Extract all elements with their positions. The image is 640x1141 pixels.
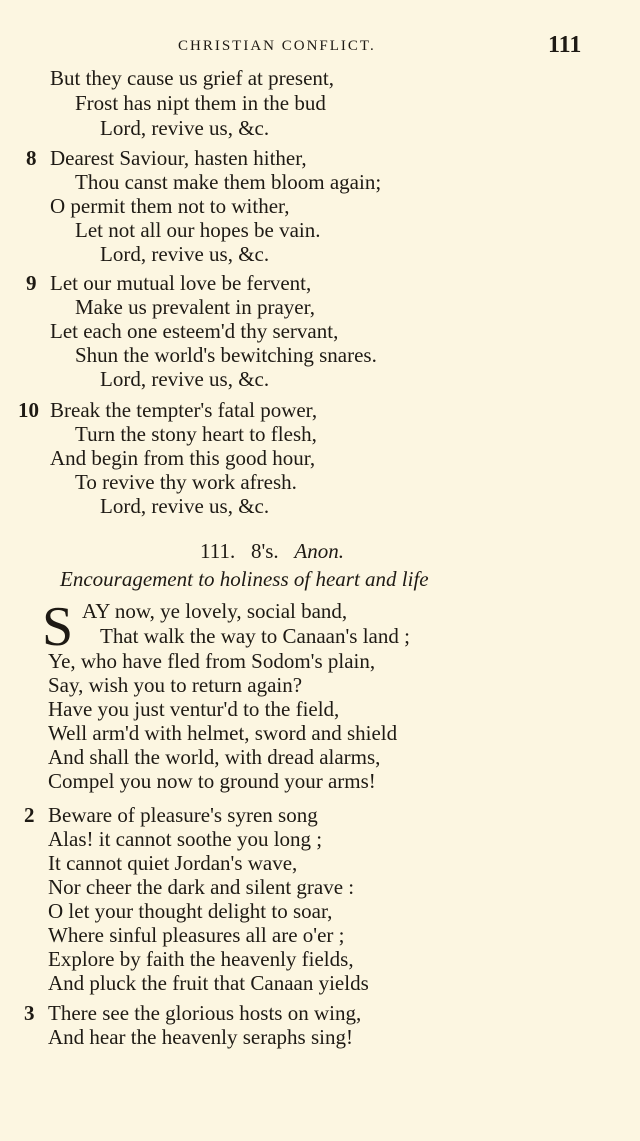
verse-line: Let our mutual love be fervent, <box>50 271 312 295</box>
verse-line: Explore by faith the heavenly fields, <box>48 947 354 971</box>
verse-line: Nor cheer the dark and silent grave : <box>48 875 355 899</box>
stanza-number: 3 <box>24 1001 35 1025</box>
hymn-author: Anon. <box>294 539 344 563</box>
verse-line: Alas! it cannot soothe you long ; <box>48 827 323 851</box>
verse-line: O let your thought delight to soar, <box>48 899 333 923</box>
verse-line: O permit them not to wither, <box>50 194 290 218</box>
hymn-number: 111. <box>200 539 236 563</box>
verse-line: Compel you now to ground your arms! <box>48 769 376 793</box>
chorus-line: Lord, revive us, &c. <box>100 242 270 266</box>
verse-line: It cannot quiet Jordan's wave, <box>48 851 298 875</box>
verse-line: And begin from this good hour, <box>50 446 316 470</box>
stanza-number: 8 <box>26 146 37 170</box>
verse-line: And pluck the fruit that Canaan yields <box>48 971 369 995</box>
hymn-subtitle: Encouragement to holiness of heart and life <box>60 567 429 591</box>
verse-line: There see the glorious hosts on wing, <box>48 1001 362 1025</box>
verse-line: Let not all our hopes be vain. <box>75 218 321 242</box>
verse-line: Ye, who have fled from Sodom's plain, <box>48 649 376 673</box>
stanza-number: 2 <box>24 803 35 827</box>
hymn-heading <box>200 539 344 564</box>
drop-cap: S <box>42 596 74 658</box>
verse-line: Make us prevalent in prayer, <box>75 295 315 319</box>
running-title: CHRISTIAN CONFLICT. <box>178 38 376 54</box>
verse-line: AY now, ye lovely, social band, <box>82 599 348 623</box>
verse-line: Well arm'd with helmet, sword and shield <box>48 721 398 745</box>
verse-line: Dearest Saviour, hasten hither, <box>50 146 307 170</box>
verse-line: Have you just ventur'd to the field, <box>48 697 340 721</box>
stanza-number: 9 <box>26 271 37 295</box>
verse-line: Break the tempter's fatal power, <box>50 398 318 422</box>
verse-line: Turn the stony heart to flesh, <box>75 422 317 446</box>
stanza-number: 10 <box>18 398 39 422</box>
verse-line: And hear the heavenly seraphs sing! <box>48 1025 353 1049</box>
chorus-line: Lord, revive us, &c. <box>100 494 270 518</box>
page-number: 111 <box>548 32 582 58</box>
verse-line: Say, wish you to return again? <box>48 673 303 697</box>
verse-line: But they cause us grief at present, <box>50 66 334 90</box>
verse-line: To revive thy work afresh. <box>75 470 297 494</box>
hymn-meter: 8's. <box>250 539 279 563</box>
chorus-line: Lord, revive us, &c. <box>100 116 270 140</box>
verse-line: And shall the world, with dread alarms, <box>48 745 381 769</box>
verse-line: Thou canst make them bloom again; <box>75 170 382 194</box>
verse-line: Where sinful pleasures all are o'er ; <box>48 923 345 947</box>
verse-line: Beware of pleasure's syren song <box>48 803 318 827</box>
verse-line: Frost has nipt them in the bud <box>75 91 326 115</box>
verse-line: Let each one esteem'd thy servant, <box>50 319 339 343</box>
verse-line: Shun the world's bewitching snares. <box>75 343 377 367</box>
chorus-line: Lord, revive us, &c. <box>100 367 270 391</box>
verse-line: That walk the way to Canaan's land ; <box>100 624 410 648</box>
